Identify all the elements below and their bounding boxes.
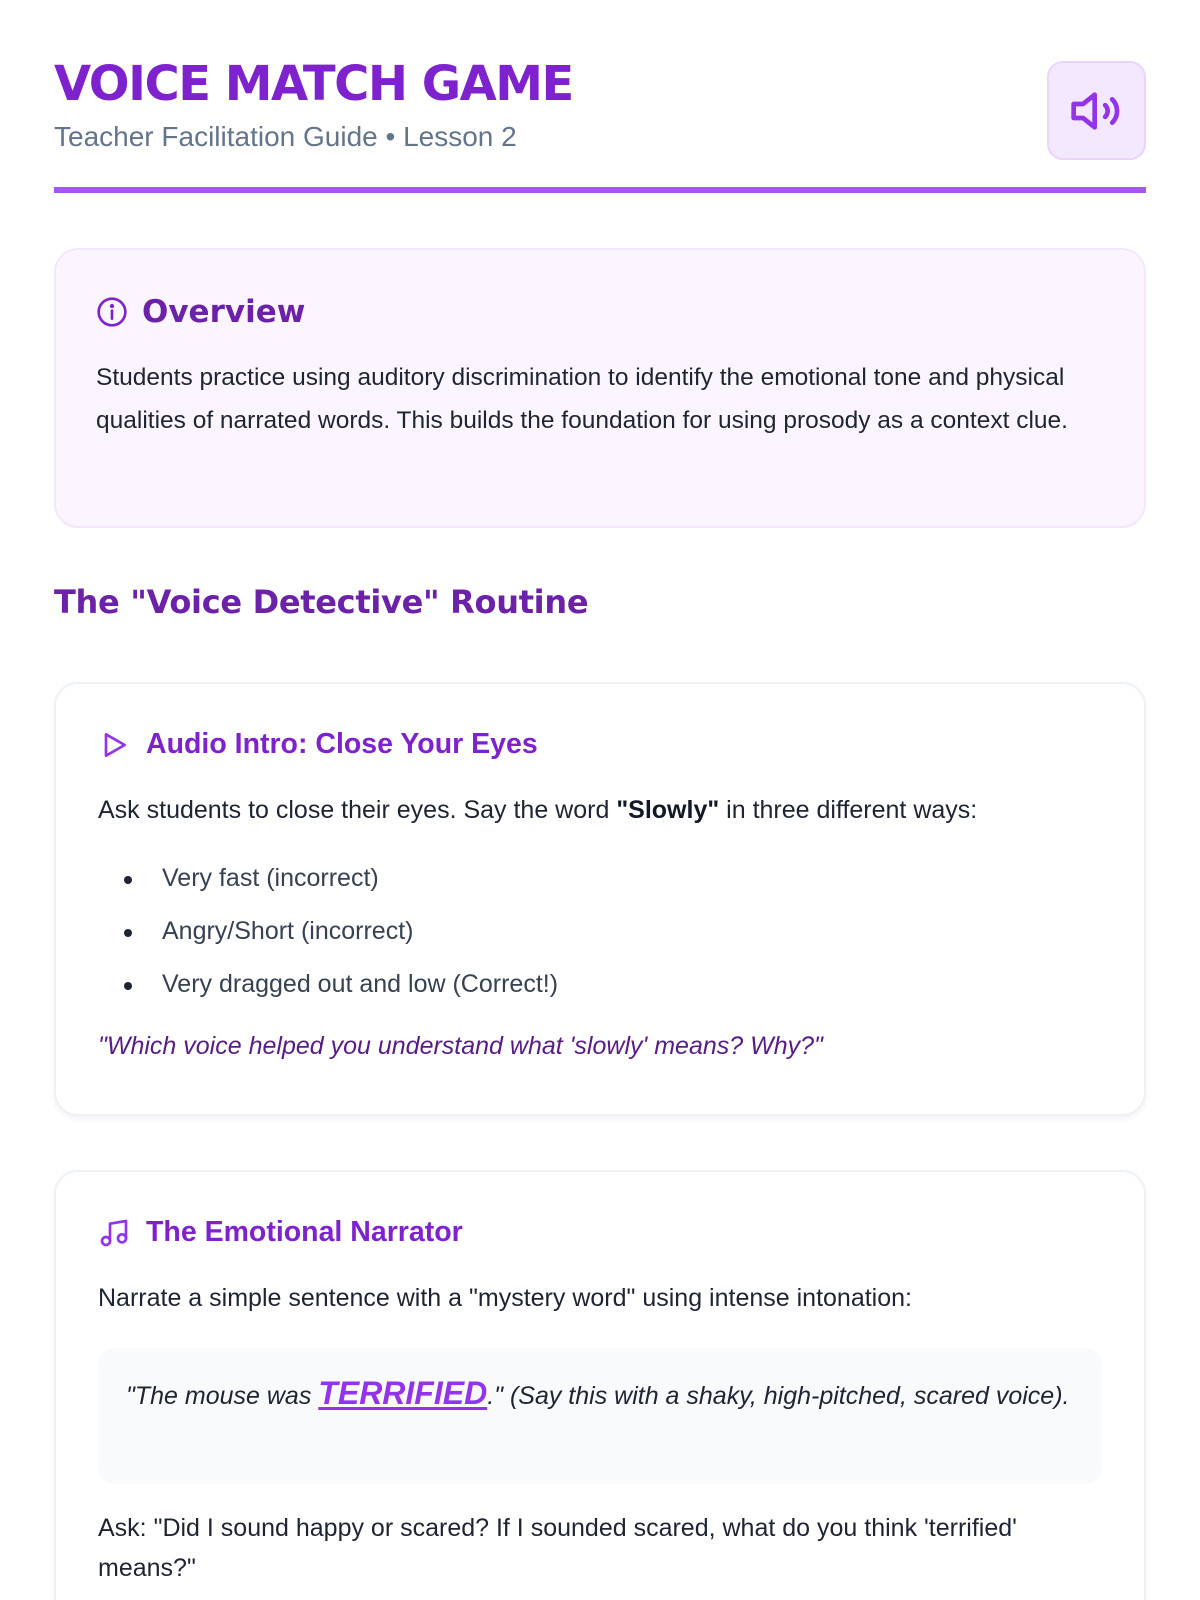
emotional-narrator-card xyxy=(54,1170,1146,1600)
play-icon xyxy=(98,729,130,761)
mystery-word: TERRIFIED xyxy=(318,1375,488,1411)
list-item: Very fast (incorrect) xyxy=(98,852,558,905)
audio-intro-heading-row xyxy=(98,728,538,761)
voice-variations-list xyxy=(98,852,558,1011)
overview-heading-row xyxy=(96,294,1104,330)
example-sentence-box xyxy=(98,1348,1102,1484)
emotional-narrator-heading-row xyxy=(98,1216,463,1249)
routine-heading: The "Voice Detective" Routine xyxy=(54,583,589,621)
page-header xyxy=(54,0,1146,193)
audio-intro-text-start: Ask students to close their eyes. Say the word xyxy=(98,796,617,824)
emotional-narrator-heading: The Emotional Narrator xyxy=(146,1216,463,1248)
page-subtitle: Teacher Facilitation Guide • Lesson 2 xyxy=(54,121,517,152)
list-item: Angry/Short (incorrect) xyxy=(98,905,558,958)
audio-intro-heading: Audio Intro: Close Your Eyes xyxy=(146,728,538,760)
info-icon xyxy=(96,296,128,328)
audio-intro-card xyxy=(54,682,1146,1116)
speaker-wave-icon xyxy=(1069,83,1125,139)
audio-intro-instructions xyxy=(98,790,1102,830)
follow-up-question: Ask: "Did I sound happy or scared? If I sounded scared, what do you think 'terrified' means?" xyxy=(98,1514,1017,1582)
overview-heading: Overview xyxy=(142,294,306,330)
example-sentence-end: ." (Say this with a shaky, high-pitched, scared voice). xyxy=(487,1382,1070,1410)
play-audio-button[interactable] xyxy=(1047,61,1146,160)
target-word: "Slowly" xyxy=(616,796,720,824)
music-note-icon xyxy=(98,1217,130,1249)
page-title: VOICE MATCH GAME xyxy=(54,56,573,112)
example-sentence-start: "The mouse was xyxy=(126,1382,319,1410)
audio-intro-text-end: in three different ways: xyxy=(719,796,978,824)
discussion-prompt: "Which voice helped you understand what 'slowly' means? Why?" xyxy=(98,1032,823,1060)
list-item: Very dragged out and low (Correct!) xyxy=(98,958,558,1011)
overview-card xyxy=(54,248,1146,528)
overview-body: Students practice using auditory discrimination to identify the emotional tone and physical qualities of narrated words. This builds the foundation for using prosody as a context clue. xyxy=(96,364,1068,434)
emotional-narrator-instructions: Narrate a simple sentence with a "mystery word" using intense intonation: xyxy=(98,1284,912,1312)
